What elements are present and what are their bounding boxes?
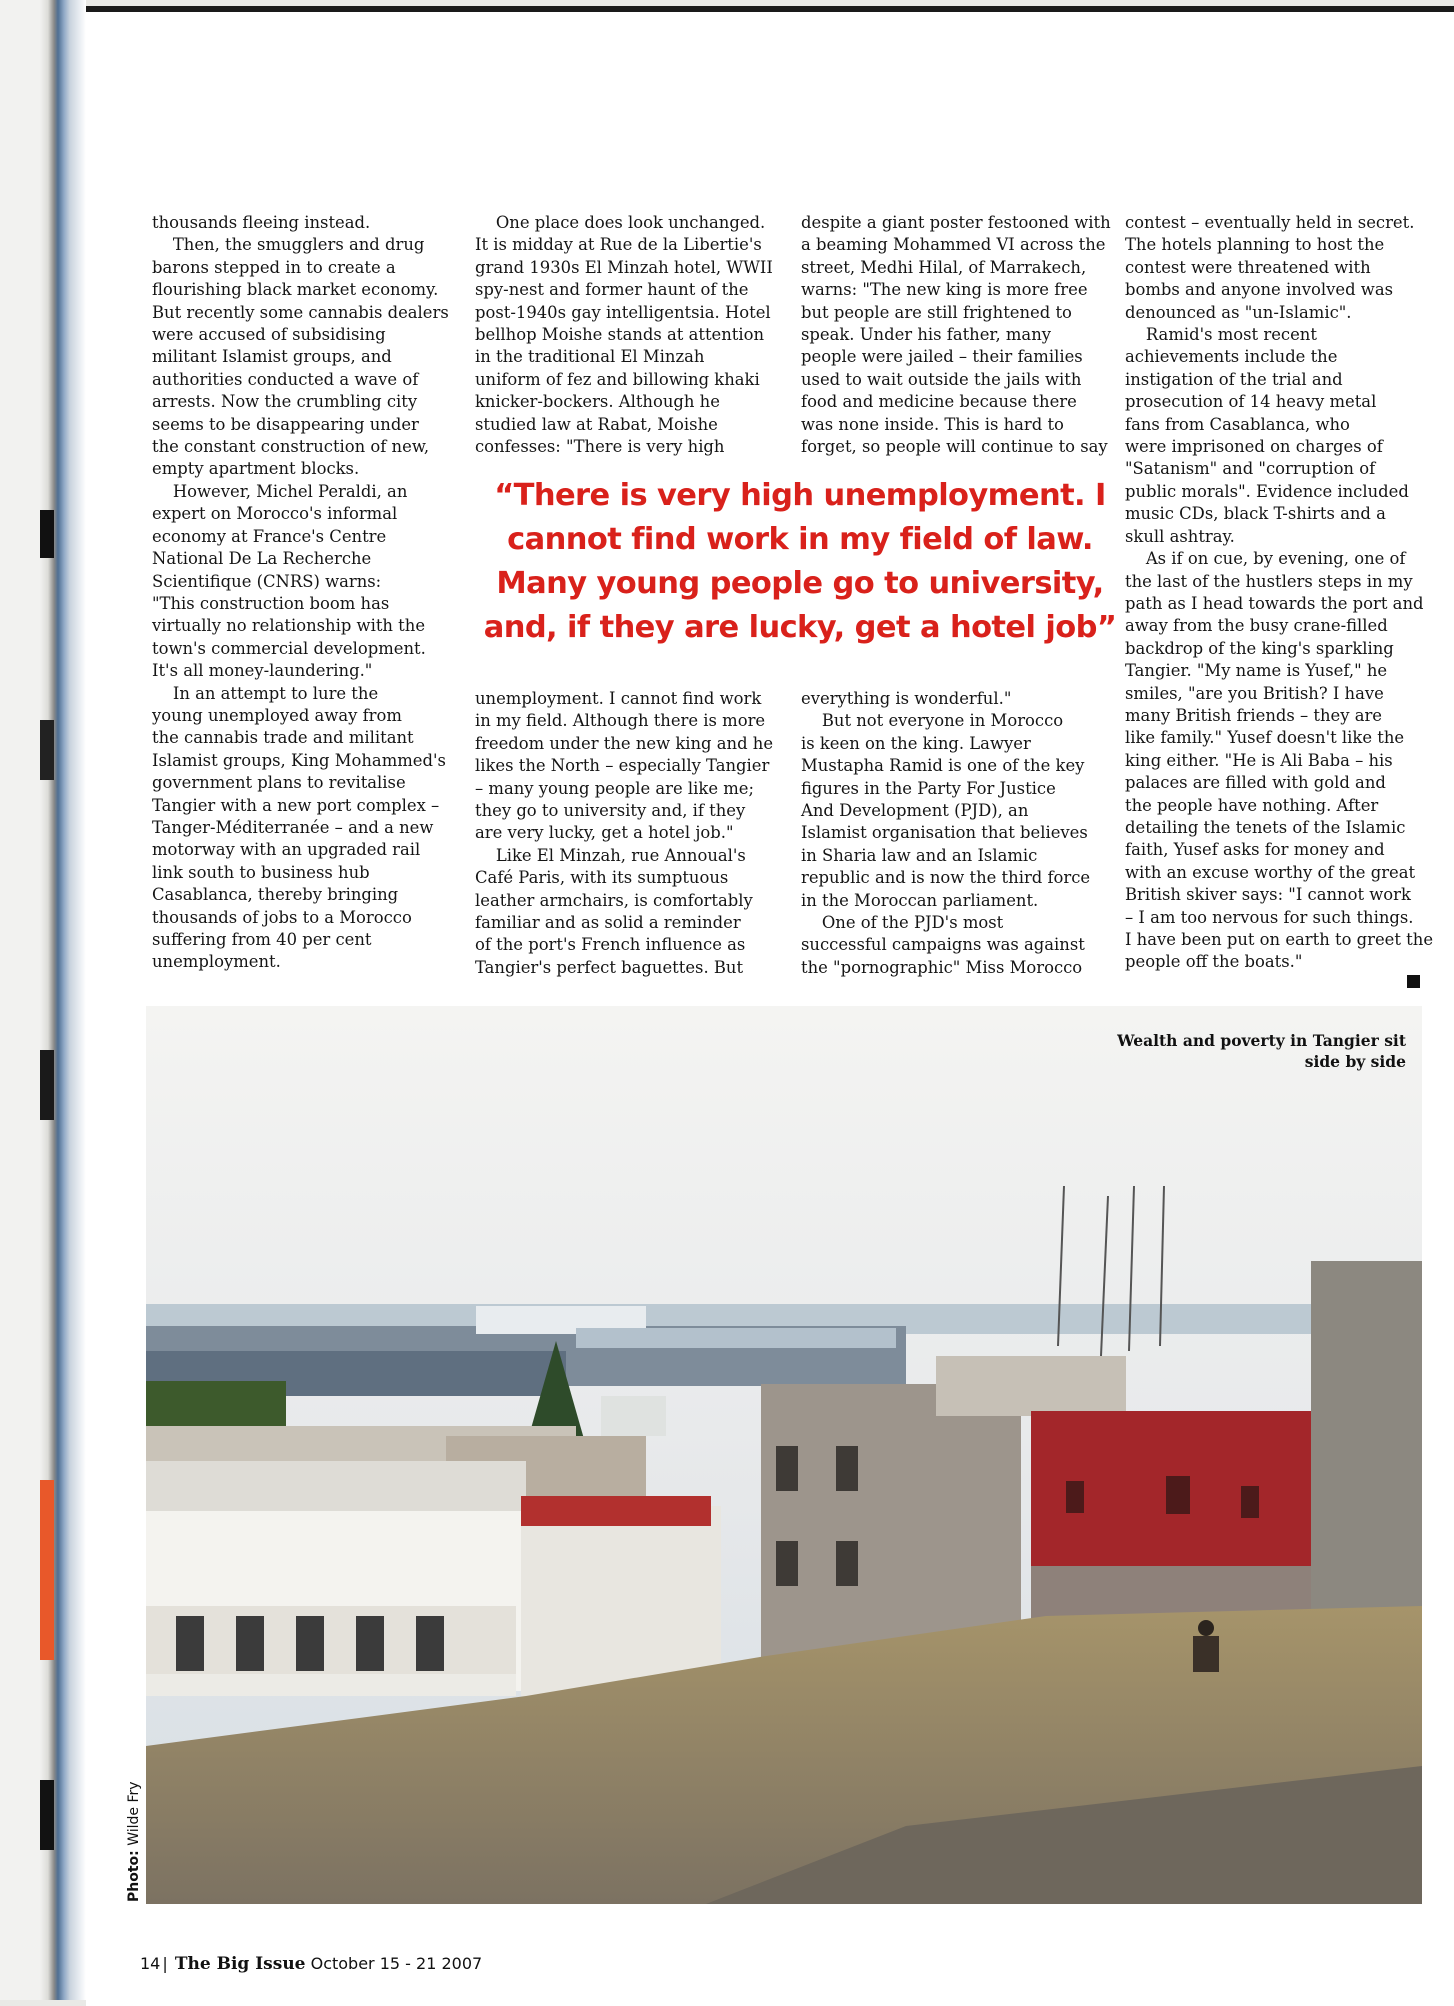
page-binding (0, 0, 86, 2000)
binding-mark (40, 720, 54, 780)
article-column-4: contest – eventually held in secret. The hotels planning to host the contest were threatened with bombs and anyone involved was denounced as "un-Islamic". Ramid's most recent achievements include the instigation of the trial and prosecution of 14 heavy metal fans from Casablanca, who were imprisoned on charges of "Satanism" and "corruption of public morals". Evidence included music CDs, black T-shirts and a skull ashtray. As if on cue, by evening, one of the last of the hustlers steps in my path as I head towards the port and away from the busy crane-filled backdrop of the king's sparkling Tangier. "My name is Yusef," he smiles, "are you British? I have many British friends – they are like family." Yusef doesn't like the king either. "He is Ali Baba – his palaces are filled with gold and the people have nothing. After detailing the tenets of the Islamic faith, Yusef asks for money and with an excuse worthy of the great British skiver says: "I cannot work – I am too nervous for such things. I have been put on earth to greet the people off the boats." (1125, 213, 1434, 972)
binding-mark (40, 1050, 54, 1120)
article-column-2-bottom: unemployment. I cannot find work in my field. Although there is more freedom under the new king and he likes the North – especially Tangier – many young people are like me; they go to university and, if they are very lucky, get a hotel job." Like El Minzah, rue Annoual's Café Paris, with its sumptuous leather armchairs, is comfortably familiar and as solid a reminder of the port's French influence as Tangier's perfect baguettes. But (475, 689, 774, 977)
magazine-name: The Big Issue (174, 1954, 306, 1974)
photo-credit-name: Wilde Fry (126, 1781, 142, 1846)
page-footer (140, 1954, 482, 1974)
magazine-page (86, 6, 1454, 2006)
photo-caption: Wealth and poverty in Tangier sit side by side (1117, 1031, 1406, 1071)
footer-separator: | (162, 1954, 168, 1973)
article-column-1: thousands fleeing instead. Then, the smugglers and drug barons stepped in to create a flourishing black market economy. But recently some cannabis dealers were accused of subsidising militant Islamist groups, and authorities conducted a wave of arrests. Now the crumbling city seems to be disappearing under the constant construction of new, empty apartment blocks. However, Michel Peraldi, an expert on Morocco's informal economy at France's Centre National De La Recherche Scientifique (CNRS) warns: "This construction boom has virtually no relationship with the town's commercial development. It's all money-laundering." In an attempt to lure the young unemployed away from the cannabis trade and militant Islamist groups, King Mohammed's government plans to revitalise Tangier with a new port complex – Tanger-Méditerranée – and a new motorway with an upgraded rail link south to business hub Casablanca, thereby bringing thousands of jobs to a Morocco suffering from 40 per cent unemployment. (152, 213, 449, 972)
binding-mark (40, 1780, 54, 1850)
article-column-3-bottom: everything is wonderful." But not everyone in Morocco is keen on the king. Lawyer Mustapha Ramid is one of the key figures in the Party For Justice And Development (PJD), an Islamist organisation that believes in Sharia law and an Islamic republic and is now the third force in the Moroccan parliament. One of the PJD's most successful campaigns was against the "pornographic" Miss Morocco (801, 689, 1091, 977)
tangier-photo (146, 1006, 1422, 1904)
issue-date: October 15 - 21 2007 (310, 1954, 483, 1973)
pull-quote: “There is very high unemployment. I cannot find work in my field of law. Many young people go to university, and, if they are lucky, get a hotel job” (483, 478, 1117, 645)
binding-mark (40, 510, 54, 558)
article-column-3-top: despite a giant poster festooned with a beaming Mohammed VI across the street, Medhi Hilal, of Marrakech, warns: "The new king is more free but people are still frightened to speak. Under his father, many people were jailed – their families used to wait outside the jails with food and medicine because there was none inside. This is hard to forget, so people will continue to say (801, 213, 1111, 457)
binding-mark (40, 1480, 54, 1660)
article-column-2-top: One place does look unchanged. It is midday at Rue de la Libertie's grand 1930s El Minzah hotel, WWII spy-nest and former haunt of the post-1940s gay intelligentsia. Hotel bellhop Moishe stands at attention in the traditional El Minzah uniform of fez and billowing khaki knicker-bockers. Although he studied law at Rabat, Moishe confesses: "There is very high (475, 213, 773, 457)
end-of-article-mark (1407, 975, 1420, 988)
page-number: 14 (140, 1954, 161, 1973)
photo-credit (126, 1781, 142, 1902)
photo-credit-label: Photo: (126, 1850, 142, 1902)
